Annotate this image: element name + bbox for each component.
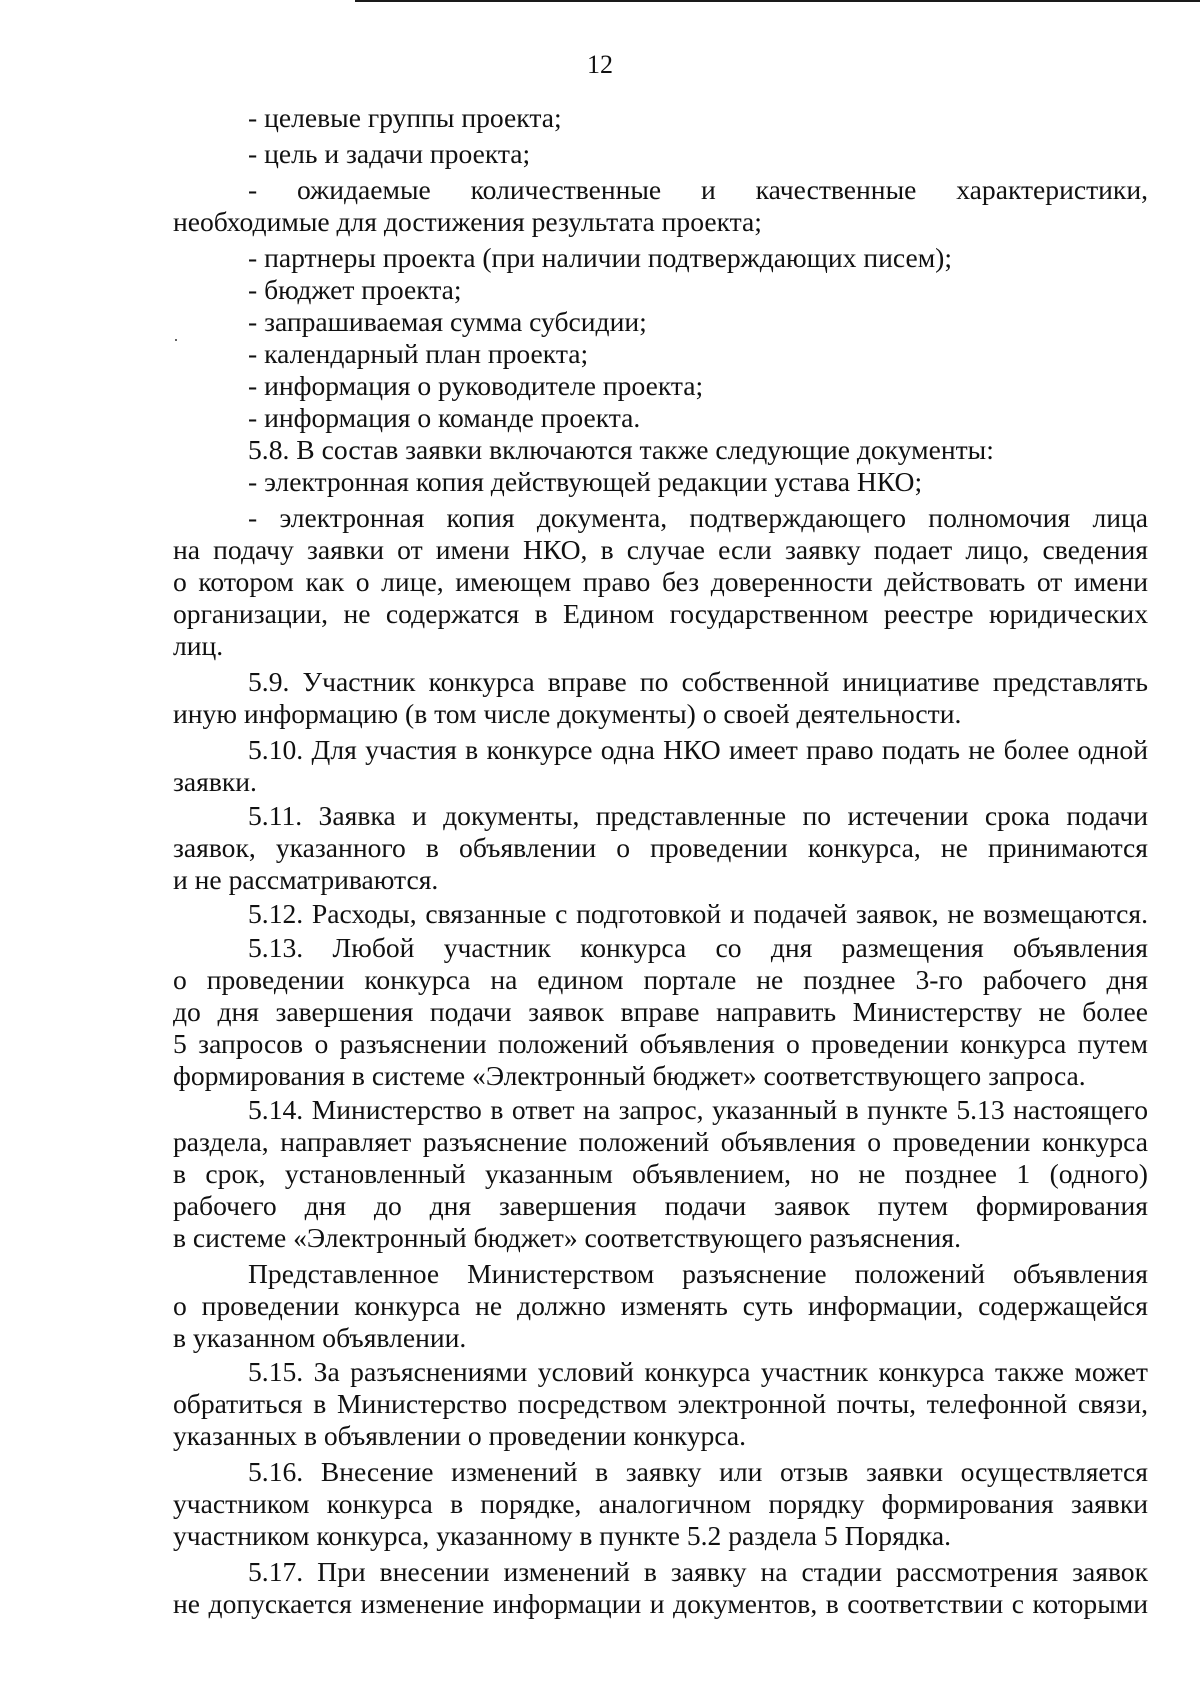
text-line: Представленное Министерством разъяснение положений объявления xyxy=(248,1258,1148,1289)
text-line: 5.16. Внесение изменений в заявку или отзыв заявки осуществляется xyxy=(248,1456,1148,1487)
text-line: обратиться в Министерство посредством электронной почты, телефонной связи, xyxy=(173,1388,1148,1419)
text-line: иную информацию (в том числе документы) о своей деятельности. xyxy=(173,698,962,729)
text-line: заявки. xyxy=(173,766,257,797)
text-line: - цель и задачи проекта; xyxy=(248,138,531,169)
text-line: - электронная копия документа, подтверждающего полномочия лица xyxy=(248,502,1148,533)
text-line: 5 запросов о разъяснении положений объявления о проведении конкурса путем xyxy=(173,1028,1148,1059)
scan-speck xyxy=(175,339,177,341)
text-line: - партнеры проекта (при наличии подтверждающих писем); xyxy=(248,242,953,273)
text-line: 5.8. В состав заявки включаются также следующие документы: xyxy=(248,434,994,465)
text-line: рабочего дня до дня завершения подачи заявок путем формирования xyxy=(173,1190,1148,1221)
text-line: организации, не содержатся в Едином государственном реестре юридических xyxy=(173,598,1148,629)
text-line: до дня завершения подачи заявок вправе направить Министерству не более xyxy=(173,996,1148,1027)
text-line: - электронная копия действующей редакции устава НКО; xyxy=(248,466,923,497)
text-line: - информация о команде проекта. xyxy=(248,402,641,433)
text-line: на подачу заявки от имени НКО, в случае если заявку подает лицо, сведения xyxy=(173,534,1148,565)
text-line: о проведении конкурса на едином портале не позднее 3-го рабочего дня xyxy=(173,964,1148,995)
text-line: 5.12. Расходы, связанные с подготовкой и подачей заявок, не возмещаются. xyxy=(248,898,1148,929)
text-line: 5.15. За разъяснениями условий конкурса участник конкурса также может xyxy=(248,1356,1148,1387)
text-line: в срок, установленный указанным объявлением, но не позднее 1 (одного) xyxy=(173,1158,1148,1189)
text-line: заявок, указанного в объявлении о проведении конкурса, не принимаются xyxy=(173,832,1148,863)
text-line: 5.14. Министерство в ответ на запрос, указанный в пункте 5.13 настоящего xyxy=(248,1094,1148,1125)
text-line: участником конкурса в порядке, аналогичном порядку формирования заявки xyxy=(173,1488,1148,1519)
text-line: в указанном объявлении. xyxy=(173,1322,467,1353)
text-line: - бюджет проекта; xyxy=(248,274,462,305)
text-line: лиц. xyxy=(173,630,224,661)
text-line: - календарный план проекта; xyxy=(248,338,589,369)
text-line: участником конкурса, указанному в пункте 5.2 раздела 5 Порядка. xyxy=(173,1520,951,1551)
text-line: 5.9. Участник конкурса вправе по собственной инициативе представлять xyxy=(248,666,1148,697)
text-line: указанных в объявлении о проведении конкурса. xyxy=(173,1420,747,1451)
text-line: и не рассматриваются. xyxy=(173,864,439,895)
text-line: не допускается изменение информации и документов, в соответствии с которыми xyxy=(173,1588,1148,1619)
text-line: - запрашиваемая сумма субсидии; xyxy=(248,306,647,337)
text-line: - целевые группы проекта; xyxy=(248,102,562,133)
text-line: 5.13. Любой участник конкурса со дня размещения объявления xyxy=(248,932,1148,963)
text-line: 5.17. При внесении изменений в заявку на стадии рассмотрения заявок xyxy=(248,1556,1148,1587)
text-line: формирования в системе «Электронный бюджет» соответствующего запроса. xyxy=(173,1060,1086,1091)
text-line: раздела, направляет разъяснение положений объявления о проведении конкурса xyxy=(173,1126,1148,1157)
text-line: необходимые для достижения результата проекта; xyxy=(173,206,762,237)
text-line: о проведении конкурса не должно изменять суть информации, содержащейся xyxy=(173,1290,1148,1321)
text-line: - ожидаемые количественные и качественные характеристики, xyxy=(248,174,1148,205)
text-line: о котором как о лице, имеющем право без доверенности действовать от имени xyxy=(173,566,1148,597)
text-line: 5.11. Заявка и документы, представленные по истечении срока подачи xyxy=(248,800,1148,831)
page-number: 12 xyxy=(587,50,613,79)
top-border-line xyxy=(355,0,1200,2)
text-line: 5.10. Для участия в конкурсе одна НКО имеет право подать не более одной xyxy=(248,734,1148,765)
text-line: - информация о руководителе проекта; xyxy=(248,370,704,401)
text-line: в системе «Электронный бюджет» соответствующего разъяснения. xyxy=(173,1222,962,1253)
